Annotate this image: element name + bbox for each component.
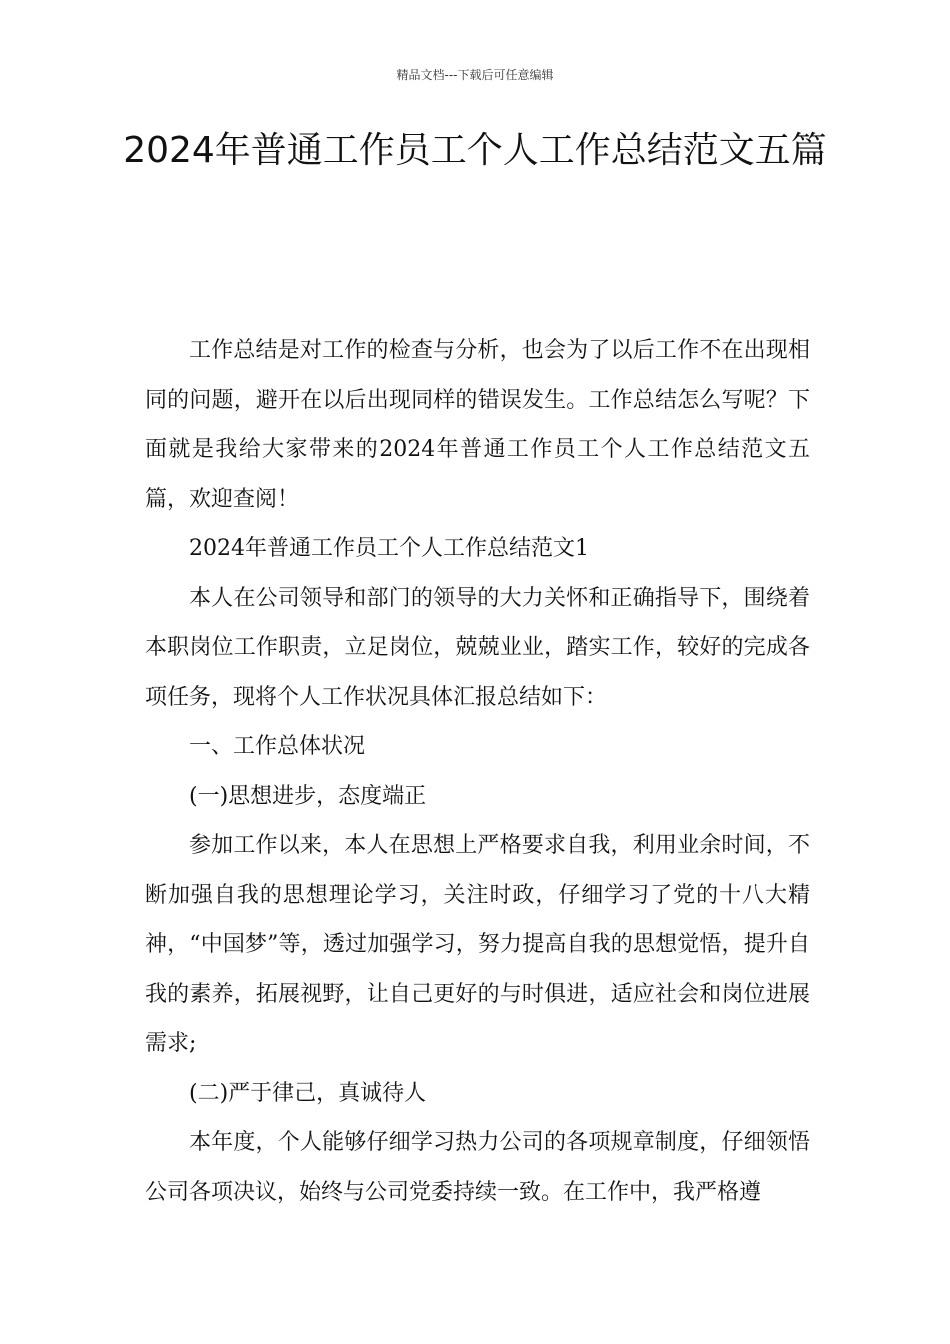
document-body bbox=[145, 326, 810, 1217]
header-note: 精品文档---下载后可任意编辑 bbox=[396, 68, 554, 82]
body-paragraph: 参加工作以来，本人在思想上严格要求自我，利用业余时间，不断加强自我的思想理论学习，关注时政，仔细学习了党的十八大精神，“中国梦”等，透过加强学习，努力提高自我的思想觉悟，提升自我的素养，拓展视野，让自己更好的与时俱进，适应社会和岗位进展需求; bbox=[145, 833, 810, 1056]
document-title: 2024年普通工作员工个人工作总结范文五篇 bbox=[123, 130, 827, 171]
subheading-discipline: (二)严于律己，真诚待人 bbox=[189, 1080, 427, 1106]
subheading-thought: (一)思想进步，态度端正 bbox=[189, 783, 427, 809]
section-heading-1: 2024年普通工作员工个人工作总结范文1 bbox=[189, 536, 589, 561]
body-paragraph: 本人在公司领导和部门的领导的大力关怀和正确指导下，围绕着本职岗位工作职责，立足岗位，兢兢业业，踏实工作，较好的完成各项任务，现将个人工作状况具体汇报总结如下： bbox=[145, 585, 810, 710]
body-paragraph: 本年度，个人能够仔细学习热力公司的各项规章制度，仔细领悟公司各项决议，始终与公司党委持续一致。在工作中，我严格遵 bbox=[145, 1130, 810, 1205]
intro-paragraph: 工作总结是对工作的检查与分析，也会为了以后工作不在出现相同的问题，避开在以后出现同样的错误发生。工作总结怎么写呢？下面就是我给大家带来的2024年普通工作员工个人工作总结范文五篇，欢迎查阅！ bbox=[145, 338, 810, 512]
subheading-overall: 一、工作总体状况 bbox=[189, 734, 366, 759]
